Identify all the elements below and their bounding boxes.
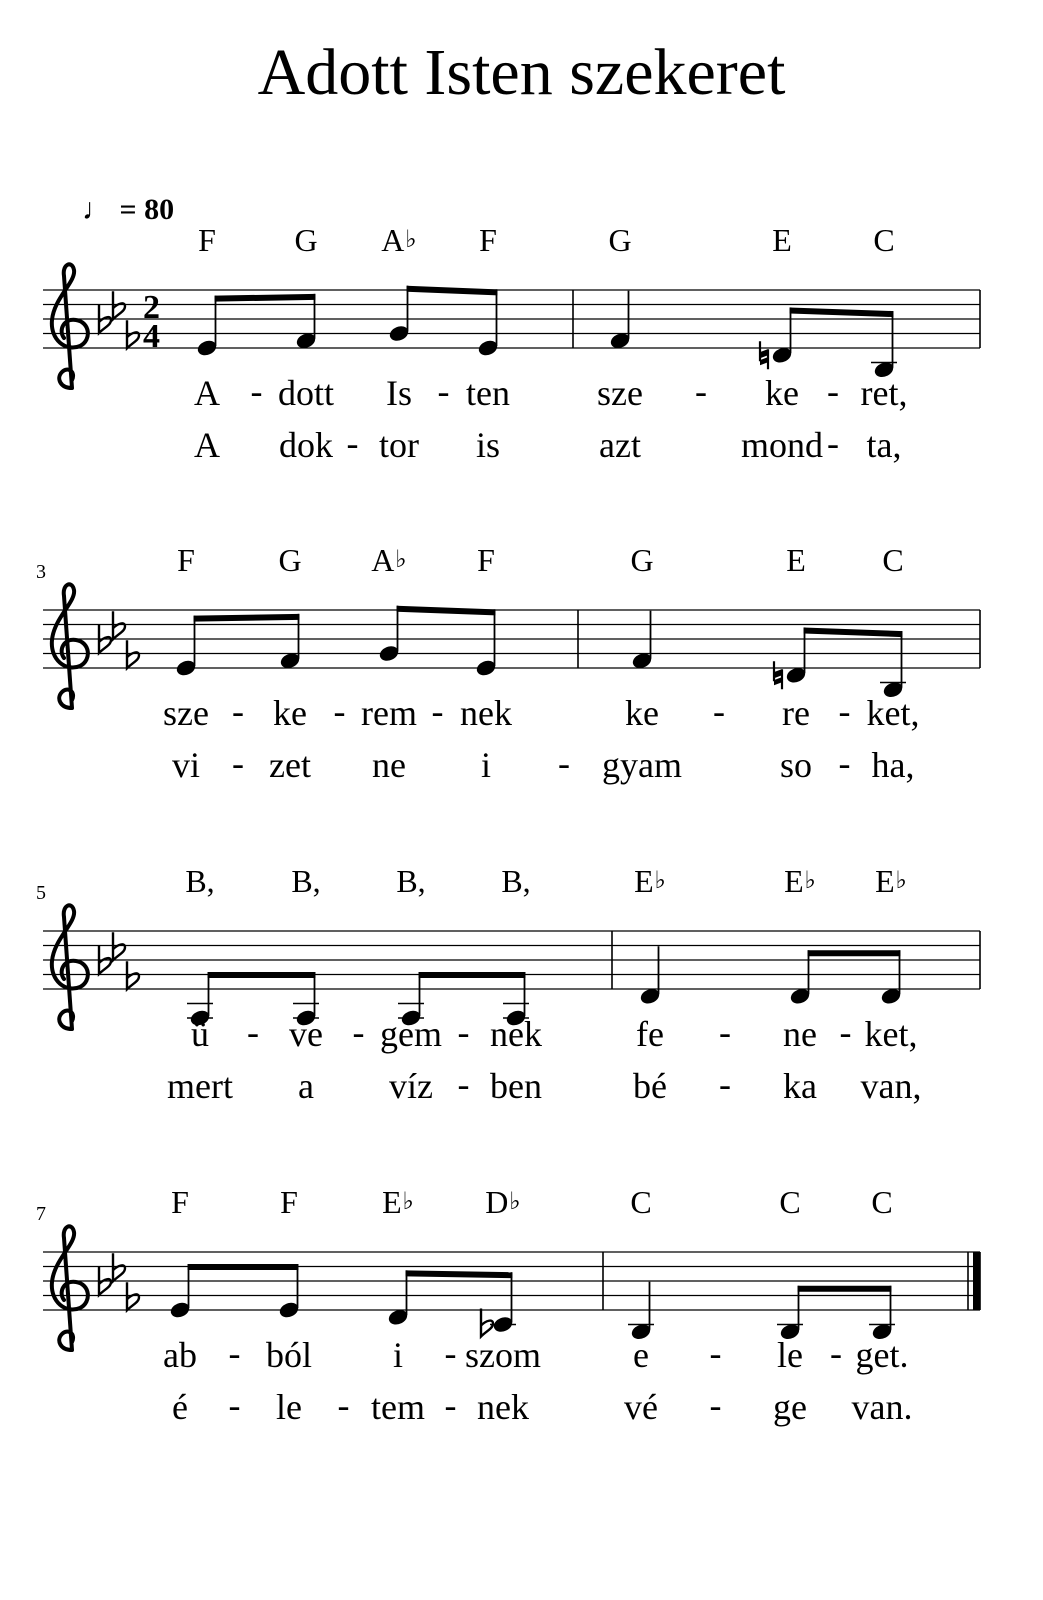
lyric-hyphen: - — [709, 1333, 722, 1373]
chord-root: E — [772, 222, 792, 258]
beam — [798, 1286, 892, 1292]
chord-root: F — [477, 542, 495, 578]
treble-clef-icon — [52, 905, 88, 1029]
key-flat-icon — [127, 961, 139, 989]
lyric-syllable: mond — [740, 425, 824, 465]
chord-symbol — [396, 865, 425, 897]
chord-root: D — [485, 1184, 509, 1220]
key-flat-icon — [113, 1253, 125, 1281]
chord-symbol — [873, 224, 894, 256]
lyric-syllable: is — [475, 425, 501, 465]
chord-symbol — [171, 1186, 189, 1218]
beam — [808, 950, 901, 956]
lyric-hyphen: - — [713, 691, 725, 731]
lyric-syllable: fe — [636, 1014, 664, 1054]
lyric-hyphen: - — [228, 1385, 241, 1425]
lyric-syllable: mert — [167, 1066, 233, 1106]
lyric-syllable: ke — [765, 373, 799, 413]
chord-root: F — [280, 1184, 298, 1220]
lyric-syllable: ge — [773, 1387, 807, 1427]
chord-root: C — [630, 1184, 652, 1220]
lyric-syllable: é — [172, 1387, 188, 1427]
lyric-syllable: gyam — [602, 745, 682, 785]
beam — [188, 1264, 299, 1270]
lyric-syllable: A — [194, 373, 220, 413]
beam — [406, 1270, 513, 1278]
lyric-hyphen: - — [695, 371, 707, 411]
lyric-syllable: nek — [477, 1387, 529, 1427]
chord-symbol — [772, 224, 792, 256]
lyric-hyphen: - — [830, 1333, 842, 1373]
lyric-hyphen: - — [232, 691, 244, 731]
chord-root: C — [871, 1184, 893, 1220]
beam — [215, 294, 316, 302]
chord-root: C — [779, 1184, 801, 1220]
lyric-syllable: vé — [624, 1387, 658, 1427]
chord-root: B, — [501, 863, 531, 899]
chord-root: E — [634, 863, 654, 899]
lyric-hyphen: - — [827, 371, 839, 411]
chord-flat: ♭ — [804, 868, 816, 894]
lyric-syllable: ke — [273, 693, 307, 733]
chord-symbol — [185, 865, 214, 897]
lyric-syllable: ab — [163, 1335, 197, 1375]
chord-symbol — [634, 865, 666, 897]
chord-root: F — [198, 222, 216, 258]
lyric-syllable: i — [480, 745, 492, 785]
lyric-syllable: szom — [465, 1335, 541, 1375]
lyric-syllable: rem — [361, 693, 417, 733]
lyric-syllable: vi — [171, 745, 201, 785]
chord-root: B, — [291, 863, 321, 899]
beam — [407, 286, 498, 296]
treble-clef-icon — [52, 584, 88, 708]
chord-root: G — [294, 222, 318, 258]
lyric-syllable: get. — [855, 1335, 909, 1375]
lyric-syllable: dok — [279, 425, 333, 465]
lyric-syllable: Is — [386, 373, 412, 413]
lyric-syllable: so — [779, 745, 813, 785]
lyric-syllable: ta, — [866, 425, 902, 465]
chord-root: E — [784, 863, 804, 899]
lyric-hyphen: - — [333, 691, 346, 731]
lyric-syllable: ha, — [871, 745, 915, 785]
chord-symbol — [477, 544, 495, 576]
measure-number: 3 — [36, 561, 46, 583]
lyric-syllable: e — [633, 1335, 649, 1375]
lyric-syllable: ne — [372, 745, 406, 785]
chord-flat: ♭ — [509, 1189, 521, 1215]
chord-root: G — [278, 542, 302, 578]
lyric-syllable: víz — [389, 1066, 433, 1106]
song-title: Adott Isten szekeret — [257, 36, 786, 109]
lyric-hyphen: - — [719, 1064, 731, 1104]
chord-root: B, — [185, 863, 215, 899]
lyric-syllable: ten — [466, 373, 510, 413]
chord-symbol — [382, 1186, 414, 1218]
lyric-hyphen: - — [838, 691, 851, 731]
lyric-hyphen: - — [457, 1064, 470, 1104]
chord-symbol — [381, 224, 416, 256]
lyric-hyphen: - — [346, 423, 359, 463]
lyric-hyphen: - — [431, 691, 444, 731]
chord-symbol — [779, 1186, 800, 1218]
lyric-hyphen: - — [709, 1385, 722, 1425]
lyric-syllable: sze — [597, 373, 643, 413]
lyric-syllable: ke — [625, 693, 659, 733]
lyric-syllable: van. — [851, 1387, 913, 1427]
chord-flat: ♭ — [895, 868, 907, 894]
chord-flat: ♭ — [654, 868, 666, 894]
lyric-syllable: sze — [163, 693, 209, 733]
lyric-hyphen: - — [719, 1012, 731, 1052]
key-flat-icon — [127, 1282, 139, 1310]
chord-root: G — [608, 222, 632, 258]
lyric-hyphen: - — [228, 1333, 241, 1373]
chord-symbol — [784, 865, 816, 897]
chord-root: E — [382, 1184, 402, 1220]
lyric-hyphen: - — [250, 371, 263, 411]
lyric-syllable: ve — [289, 1014, 323, 1054]
chord-flat: ♭ — [395, 547, 407, 573]
lyric-hyphen: - — [827, 423, 839, 463]
lyric-syllable: a — [298, 1066, 314, 1106]
lyric-hyphen: - — [352, 1012, 365, 1052]
lyric-syllable: zet — [269, 745, 311, 785]
beam — [208, 972, 316, 978]
lyric-syllable: i — [392, 1335, 404, 1375]
key-flat-icon — [127, 320, 139, 348]
lyric-hyphen: - — [337, 1385, 350, 1425]
chord-symbol — [479, 224, 497, 256]
key-flat-icon — [113, 611, 125, 639]
beam — [419, 972, 526, 978]
lyric-syllable: gem — [380, 1014, 442, 1054]
chord-root: C — [882, 542, 904, 578]
lyric-hyphen: - — [838, 743, 851, 783]
lyric-hyphen: - — [558, 743, 570, 783]
lyric-syllable: ne — [783, 1014, 817, 1054]
treble-clef-icon — [52, 1226, 88, 1350]
chord-symbol — [786, 544, 806, 576]
lyric-syllable: A — [194, 425, 220, 465]
lyric-syllable: ben — [490, 1066, 542, 1106]
chord-symbol — [198, 224, 216, 256]
lyric-syllable: dott — [277, 373, 335, 413]
chord-symbol — [630, 544, 653, 576]
lyric-syllable: le — [276, 1387, 302, 1427]
treble-clef-icon — [52, 264, 88, 388]
lyric-hyphen: - — [457, 1012, 470, 1052]
chord-root: F — [171, 1184, 189, 1220]
lyric-syllable: ret, — [860, 373, 908, 413]
chord-symbol — [278, 544, 301, 576]
chord-symbol — [371, 544, 406, 576]
chord-symbol — [501, 865, 530, 897]
tempo-value: = 80 — [119, 193, 175, 226]
accidental-flat-icon — [481, 1309, 493, 1337]
lyric-hyphen: - — [444, 1333, 457, 1373]
lyric-syllable: nek — [460, 693, 512, 733]
measure-number: 7 — [36, 1203, 46, 1225]
chord-root: E — [875, 863, 895, 899]
chord-root: E — [786, 542, 806, 578]
beam — [194, 614, 300, 622]
chord-symbol — [630, 1186, 651, 1218]
chord-root: G — [630, 542, 654, 578]
beam — [790, 307, 894, 317]
chord-flat: ♭ — [405, 227, 417, 253]
beam — [804, 627, 903, 637]
chord-symbol — [485, 1186, 520, 1218]
lyric-syllable: ket, — [864, 1014, 918, 1054]
lyric-syllable: tor — [379, 425, 419, 465]
measure-number: 5 — [36, 882, 46, 904]
lyric-syllable: ka — [783, 1066, 817, 1106]
lyric-syllable: nek — [490, 1014, 542, 1054]
natural-icon — [774, 661, 782, 689]
chord-root: B, — [396, 863, 426, 899]
lyric-syllable: ból — [265, 1335, 313, 1375]
chord-root: F — [177, 542, 195, 578]
final-barline-thick — [973, 1252, 980, 1310]
chord-symbol — [608, 224, 631, 256]
chord-symbol — [882, 544, 903, 576]
chord-root: A — [381, 222, 405, 258]
lyric-hyphen: - — [444, 1385, 457, 1425]
lyric-hyphen: - — [232, 743, 244, 783]
lyric-syllable: le — [777, 1335, 803, 1375]
key-flat-icon — [113, 291, 125, 319]
chord-root: C — [873, 222, 895, 258]
lyric-hyphen: - — [247, 1012, 259, 1052]
chord-flat: ♭ — [402, 1189, 414, 1215]
chord-symbol — [177, 544, 195, 576]
chord-symbol — [291, 865, 320, 897]
chord-symbol — [294, 224, 317, 256]
lyric-syllable: tem — [371, 1387, 425, 1427]
lyric-syllable: azt — [599, 425, 641, 465]
beam — [397, 606, 496, 616]
chord-symbol — [871, 1186, 892, 1218]
chord-symbol — [280, 1186, 298, 1218]
key-flat-icon — [127, 640, 139, 668]
lyric-hyphen: - — [437, 371, 450, 411]
time-signature-top: 2 — [143, 289, 160, 326]
lyric-syllable: re — [782, 693, 810, 733]
quarter-note-icon: ♩ — [82, 193, 112, 226]
key-flat-icon — [113, 932, 125, 960]
lyric-syllable: ü — [191, 1014, 209, 1054]
lyric-syllable: ket, — [866, 693, 920, 733]
natural-icon — [760, 341, 768, 369]
chord-root: F — [479, 222, 497, 258]
time-signature-bottom: 4 — [143, 318, 160, 355]
lyric-hyphen: - — [839, 1012, 852, 1052]
chord-symbol — [875, 865, 907, 897]
lyric-syllable: bé — [633, 1066, 667, 1106]
lyric-syllable: van, — [860, 1066, 922, 1106]
chord-root: A — [371, 542, 395, 578]
